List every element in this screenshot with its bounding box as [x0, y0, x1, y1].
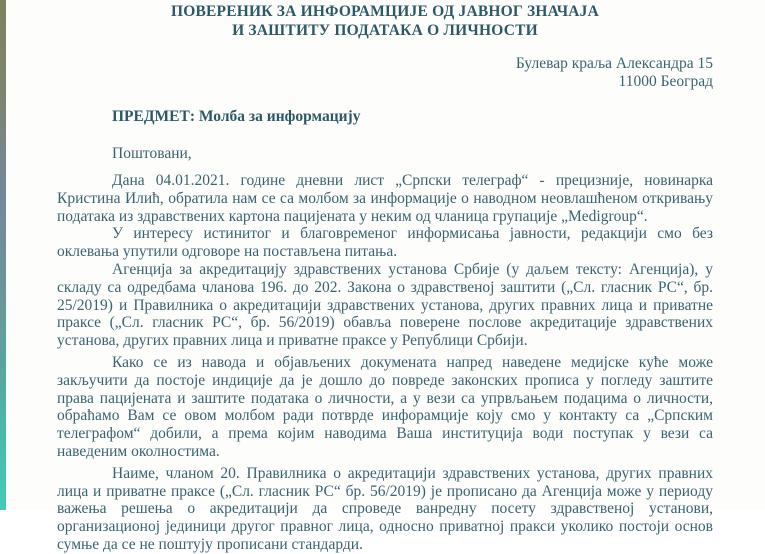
- address-street: Булевар краља Александра 15: [515, 55, 713, 72]
- scan-edge-artifact: [0, 0, 6, 510]
- recipient-address: [57, 55, 713, 91]
- letter-content: [57, 0, 713, 554]
- subject-line: ПРЕДМЕТ: Молба за информацију: [112, 108, 361, 125]
- letterhead-title-line2: И ЗАШТИТУ ПОДАТАКА О ЛИЧНОСТИ: [232, 22, 538, 39]
- salutation: Поштовани,: [112, 145, 192, 162]
- letterhead-title-line1: ПОВЕРЕНИК ЗА ИНФОРАМЦИЈЕ ОД ЈАВНОГ ЗНАЧАЈА: [170, 3, 600, 20]
- paragraph-date-request: Дана 04.01.2021. године дневни лист „Српски телеграф“ - прецизније, новинарка Кристина Илић, обратила нам се са молбом за информације о наводном неовлашћеном откривању података из здравствених картона пацијената у неким од чланица групације „Medigroup“.: [57, 172, 713, 225]
- paragraph-article-20: Наиме, чланом 20. Правилника о акредитацији здравствених установа, других правних лица и приватне праксе („Сл. гласник РС“ бр. 56/2019) је прописано да Агенција може у периоду важења решења о акредитацији да спроведе ванредну посету здравственој установи, организационој јединици другог правног лица, односно приватној пракси уколико постоји основ сумње да се не поштују прописани стандарди.: [57, 464, 713, 553]
- paragraph-agency-mandate: Агенција за акредитацију здравствених установа Србије (у даљем тексту: Агенција), у складу са одредбама чланова 196. до 202. Закона о здравственој заштити („Сл. гласник РС“, бр. 25/2019) и Правилника о акредитацији здравствених установа, других правних лица и приватне праксе („Сл. гласник РС“, бр. 56/2019) обавља поверене послове акредитације здравствених установа, других правних лица и приватне праксе у Републици Србији.: [57, 260, 713, 350]
- address-city: 11000 Београд: [618, 73, 713, 90]
- paragraph-violation-indications: Како се из навода и објављених докумената напред наведене медијске куће може закључити да постоје индиције да је дошло до повреде законских прописа у погледу заштите права пацијената и заштите података о личности, а у вези са упрвљањем подацима о личности, обраћамо Вам се овом молбом ради потврде инфорамције коју смо у контакту са „Српским телеграфом“ добили, а према којим наводима Ваша институција води поступак у вези са наведеним околностима.: [57, 353, 713, 460]
- letterhead-title: [57, 2, 713, 40]
- paragraph-public-interest: У интересу истинитог и благовременог информисања јавности, редакцији смо без оклевања упутили одговоре на постављена питања.: [57, 225, 713, 261]
